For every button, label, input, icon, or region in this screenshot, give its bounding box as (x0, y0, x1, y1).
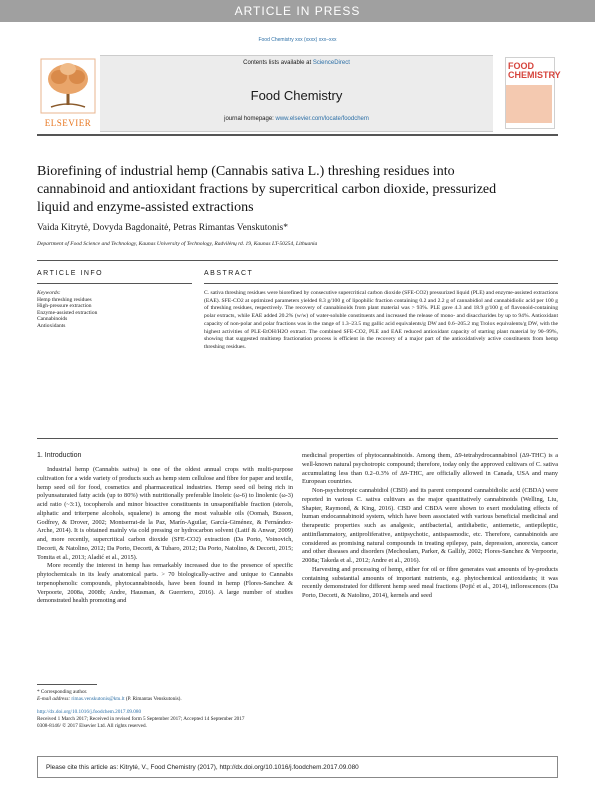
keywords-label: Keywords: (37, 290, 61, 296)
keyword-item: Enzyme-assisted extraction (37, 309, 98, 316)
intro-paragraph: Non-psychotropic cannabidiol (CBD) and its parent compound cannabidiolic acid (CBDA) were reported in various C. sativa cultivars as the major quantitatively cannabinoids (Welling, Liu, Shapter, Raymond, & King, 2016). CBD and CBDA were shown to exert modulating effects of human endocannabinoid system, which have been associated with various beneficial medicinal and therapeutic properties such as analgesic, antibacterial, antidiabetic, antiemetic, antiepileptic, antiinflammatory, antiproliferative, antipsychotic, antispasmodic, etc. Therefore, cannabinoids are considered as promising natural compounds in treating epilepsy, pain, depression, anorexia, cancer and other diseases and disorders (Mechoulam, Parker, & Gallily, 2002; Flores-Sanchez & Verpoorte, 2008a; Takeda et al., 2012; Andre et al., 2016). (302, 487, 558, 564)
keyword-item: Hemp threshing residues (37, 296, 92, 303)
copyright-line: 0308-8146/ © 2017 Elsevier Ltd. All rights reserved. (37, 723, 147, 729)
email-link[interactable]: rimas.venskutonis@ktu.lt (71, 696, 125, 702)
publisher-name: ELSEVIER (44, 118, 92, 128)
keyword-item: Antioxidants (37, 322, 66, 329)
keywords-block (37, 290, 192, 330)
author-list: Vaida Kitrytė, Dovyda Bagdonaitė, Petras Rimantas Venskutonis* (37, 223, 289, 233)
keyword-item: High-pressure extraction (37, 303, 92, 310)
contents-prefix: Contents lists available at (243, 60, 312, 66)
email-line (37, 696, 367, 703)
cover-title-line-1: FOOD (508, 61, 534, 71)
abstract-text: C. sativa threshing residues were biorefined by consecutive supercritical carbon dioxide (SFE-CO2) pressurized liquid (PLE) and enzyme-assisted extractions (EAE). SFE-CO2 at optimized parameters yielded 8.3 g/100 g of lipophilic fraction containing 0.2 and 2.2 g of cannabidiol and cannabidiolic acid per 100 g of threshing residues, respectively. The recovery of cannabinoids from plant material was > 93%. PLE gave 4.3 and 18.9 g/100 g of flavonoid-containing polar extracts, while EAE added 20.2% (w/w) of water-soluble constituents and increased the release of mono- and disaccharides by up to 94%. Antioxidant capacity of non-polar and polar fractions was in the range of 1.3–23.5 mg gallic acid equivalents/g DW and 0.6–205.2 mg Trolox equivalents/g DW, with the highest activities of PLE-EtOH/H2O extract. The combined SFE-CO2, PLE and EAE reduced antioxidant capacity of starting plant material by 90–99%, showing that suggested multistep fractionation process is efficient in the recovery of a major part of the antioxidatively active constituents from hemp threshing residues. (204, 290, 558, 350)
corresponding-author-note: * Corresponding author. (37, 689, 88, 695)
abstract-bottom-rule (37, 438, 558, 439)
article-info-rule (37, 283, 192, 284)
cover-title-line-2: CHEMISTRY (508, 70, 561, 80)
sciencedirect-link[interactable]: ScienceDirect (312, 60, 350, 66)
doi-link[interactable]: http://dx.doi.org/10.1016/j.foodchem.2017.09.080 (37, 709, 142, 715)
article-info-heading: ARTICLE INFO (37, 270, 104, 277)
footnotes-block (37, 689, 367, 730)
abstract-heading: ABSTRACT (204, 270, 254, 277)
citation-box: Please cite this article as: Kitrytė, V., Food Chemistry (2017), http://dx.doi.org/10.1016/j.foodchem.2017.09.080 (37, 756, 558, 778)
intro-paragraph: Harvesting and processing of hemp, either for oil or fibre generates vast amounts of by-products containing substantial amounts of important nutrients, e.g. phytochemical antioxidants; it was recently demonstrated for different hemp seed meal fractions (Pojić et al., 2014), inflorescences (Da Porto, Decorti, & Natolino, 2014), kernels and seed (302, 565, 558, 599)
contents-line (100, 60, 493, 66)
article-in-press-banner: ARTICLE IN PRESS (0, 0, 595, 22)
abstract-rule (204, 283, 558, 284)
intro-paragraph: More recently the interest in hemp has remarkably increased due to the presence of specific phytochemicals in its leafy anatomical parts. > 70 biologically-active and unique to Cannabis terpenophenolic compounds, phytocannabinoids, have been found in hemp (Flores-Sanchez & Verpoorte, 2008a, 2008b; Andre, Hausman, & Guerriero, 2016). A large number of studies demonstrated health promoting and (37, 562, 293, 605)
cover-title (508, 62, 561, 80)
intro-right-column (302, 452, 558, 601)
cover-illustration (506, 85, 552, 123)
keyword-item: Cannabinoids (37, 316, 68, 323)
header-rule (37, 134, 558, 136)
intro-paragraph: Industrial hemp (Cannabis sativa) is one of the oldest annual crops with multi-purpose cultivation for a wide variety of products such as hemp stem cellulose and fibre for paper and textile, hemp seed oil for food, cosmetics and pharmaceutical industries. Hemp seed oil being rich in polyunsaturated fatty acids (up to 80%) with nutritionally preferable linoleic (ω-6) to linolenic (ω-3) acid ratio (~3:1), tocopherols and minor bioactive constituents in unsaponifiable fraction (sterols, aliphatic and triterpene alcohols, squalene) is among the most valuable oils (Oomah, Busson, Godfrey, & Drover, 2002; Montserrat-de la Paz, Marín-Aguilar, García-Giménez, & Fernández-Arche, 2014). It is obtained mainly via cold pressing or hydrocarbon solvent (Latif & Anwar, 2009) and, more recently, supercritical carbon dioxide (SFE-CO2) extraction (Da Porto, Voinovich, Decorti, & Natolino, 2012; Da Porto, Decorti, & Tubaro, 2012; Da Porto, Natolino, & Decorti, 2015; Tomita et al., 2013; Aladić et al., 2015). (37, 466, 293, 561)
title-rule (37, 260, 558, 261)
homepage-label: journal homepage: (224, 116, 274, 122)
journal-reference-link[interactable]: Food Chemistry xxx (xxxx) xxx–xxx (258, 37, 337, 43)
homepage-url-link[interactable]: www.elsevier.com/locate/foodchem (275, 116, 369, 122)
email-label: E-mail address: (37, 696, 71, 702)
footnote-rule (37, 684, 97, 685)
intro-paragraph: medicinal properties of phytocannabinoids. Among them, Δ9-tetrahydrocannabinol (Δ9-THC) is a well-known natural psychotropic compound; therefore, today only the approved cultivars of C. sativa accumulating less than 0.2–0.3% of Δ9-THC, are officially allowed in Canada, USA and many European countries. (302, 452, 558, 486)
intro-left-column (37, 466, 293, 606)
journal-title: Food Chemistry (250, 88, 343, 103)
journal-homepage-line (100, 116, 493, 122)
author-affiliation: Department of Food Science and Technology, Kaunas University of Technology, Radvilėnų rd. 19, Kaunas LT-50254, Lithuania (37, 241, 318, 247)
article-title: Biorefining of industrial hemp (Cannabis sativa L.) threshing residues into cannabinoid and antioxidant fractions by supercritical carbon dioxide, pressurized liquid and enzyme-assisted extractions (37, 164, 497, 215)
received-dates: Received 1 March 2017; Received in revised form 5 September 2017; Accepted 14 September 2017 (37, 716, 245, 722)
introduction-heading: 1. Introduction (37, 452, 82, 459)
email-suffix: (P. Rimantas Venskutonis). (125, 696, 182, 702)
